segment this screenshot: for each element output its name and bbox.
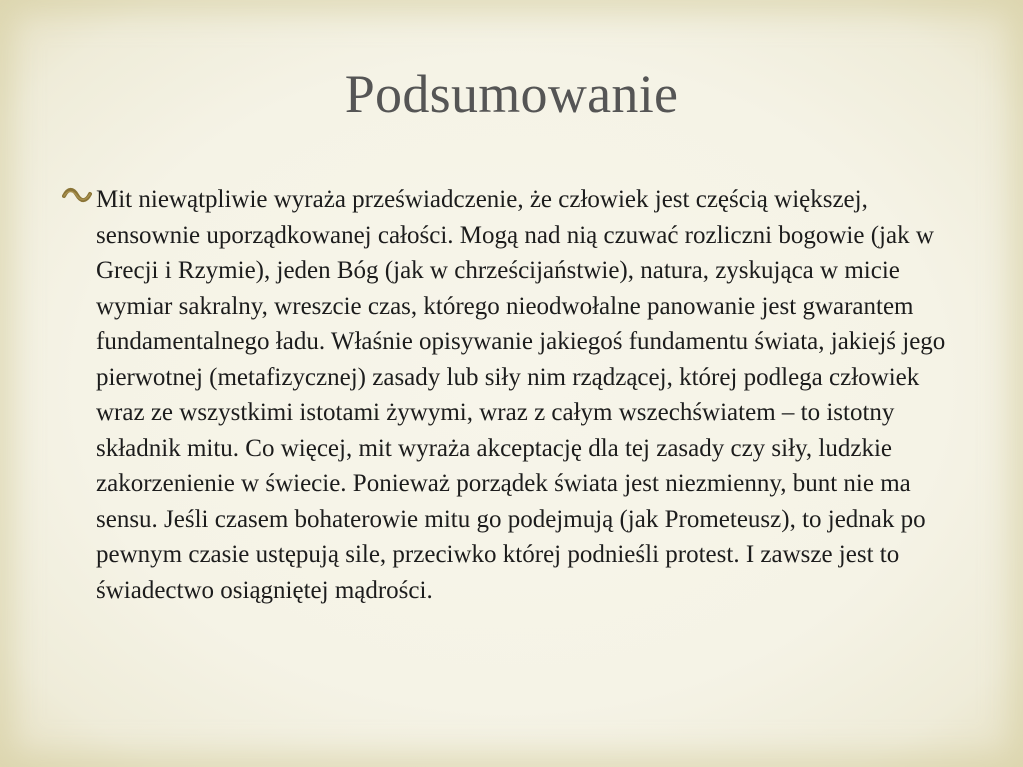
swirl-bullet-icon — [62, 185, 92, 205]
slide-title: Podsumowanie — [344, 64, 679, 124]
bullet-text: Mit niewątpliwie wyraża przeświadczenie, że człowiek jest częścią większej, sensownie uporządkowanej całości. Mogą nad nią czuwać rozliczni bogowie (jak w Grecji i Rzymie), jeden Bóg (jak w chrześcijaństwie), natura, zyskująca w micie wymiar sakralny, wreszcie czas, którego nieodwołalne panowanie jest gwarantem fundamentalnego ładu. Właśnie opisywanie jakiegoś fundamentu świata, jakiejś jego pierwotnej (metafizycznej) zasady lub siły nim rządzącej, której podlega człowiek wraz ze wszystkimi istotami żywymi, wraz z całym wszechświatem – to istotny składnik mitu. Co więcej, mit wyraża akceptację dla tej zasady czy siły, ludzkie zakorzenienie w świecie. Ponieważ porządek świata jest niezmienny, bunt nie ma sensu. Jeśli czasem bohaterowie mitu go podejmują (jak Prometeusz), to jednak po pewnym czasie ustępują sile, przeciwko której podnieśli protest. I zawsze jest to świadectwo osiągniętej mądrości. — [96, 186, 946, 604]
bullet-list-item — [62, 182, 962, 608]
